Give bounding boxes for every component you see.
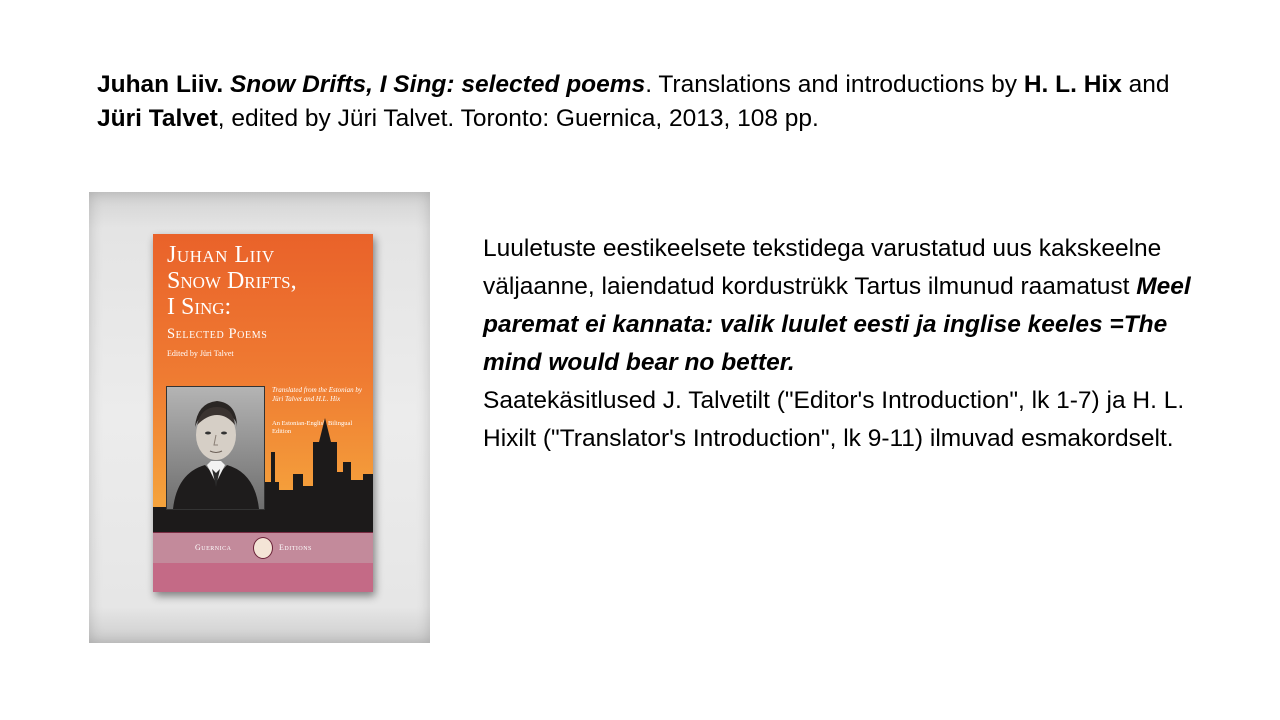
cover-editor: Edited by Jüri Talvet — [167, 349, 234, 358]
heading-text-1: . Translations and introductions by — [645, 71, 1024, 98]
book-photo — [89, 192, 430, 643]
paragraph-1-text: Luuletuste eestikeelsete tekstidega varustatud uus kakskeelne väljaanne, laiendatud kordustrükk Tartus ilmunud raamatust — [483, 235, 1162, 300]
cover-bottom-strip — [153, 563, 373, 592]
cover-translators: Translated from the Estonian by Jüri Talvet and H.L. Hix — [272, 386, 362, 403]
citation-heading — [97, 68, 1207, 136]
description-paragraph-1 — [483, 230, 1203, 382]
cover-subtitle: Selected Poems — [167, 326, 268, 342]
heading-text-2: and — [1121, 71, 1170, 98]
cover-author: Juhan Liiv — [167, 242, 275, 268]
cover-edition-note: An Estonian-English Bilingual Edition — [272, 420, 353, 435]
cover-title-line-1: Snow Drifts, — [167, 268, 297, 294]
description-paragraph-2: Saatekäsitlused J. Talvetilt ("Editor's Introduction", lk 1-7) ja H. L. Hixilt ("Translator's Introduction", lk 9-11) ilmuvad esmakordselt. — [483, 387, 1185, 452]
publisher-logo-icon — [253, 537, 273, 559]
heading-text-3: , edited by Jüri Talvet. Toronto: Guernica, 2013, 108 pp. — [217, 105, 819, 132]
author-name: Juhan Liiv. — [97, 71, 224, 98]
publisher-name: Guernica — [195, 543, 232, 552]
publisher-editions: Editions — [279, 543, 312, 552]
description-text — [483, 230, 1203, 458]
translator-1: H. L. Hix — [1023, 71, 1122, 98]
original-book-title: Meel paremat ei kannata: valik luulet eesti ja inglise keeles =The mind would bear no better. — [483, 273, 1191, 376]
translator-2: Jüri Talvet — [97, 105, 218, 132]
publisher-band — [153, 532, 373, 564]
book-cover — [153, 234, 373, 592]
author-portrait — [166, 386, 265, 510]
book-title: Snow Drifts, I Sing: selected poems — [229, 71, 646, 98]
portrait-image — [167, 387, 264, 509]
cover-title-line-2: I Sing: — [167, 294, 232, 320]
